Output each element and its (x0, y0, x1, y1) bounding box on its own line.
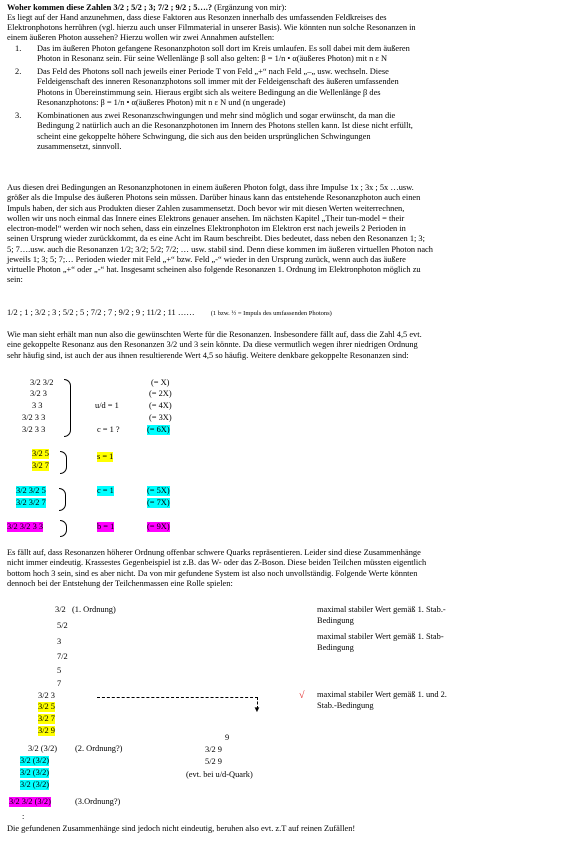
right-col-2: 3/2 9 (205, 745, 222, 754)
colon-mark: : (22, 812, 25, 821)
brace-3 (59, 488, 66, 511)
heading-note: (Ergänzung von mir): (214, 3, 287, 12)
series-note: (1 bzw. ½ = Impuls des umfassenden Photons) (210, 310, 332, 317)
tower-val-3: 7/2 (57, 652, 68, 661)
arrow-down-icon: ▼ (253, 705, 261, 714)
g1-label-ud: u/d = 1 (95, 401, 119, 410)
paragraph-coupled: Wie man sieht erhält man nun also die gewünschten Werte für die Resonanzen. Insbesondere fällt auf, dass die Zahl 4,5 evt. eine gekoppelte Resonanz aus den Resonanzen 3/2 und 3 sein könnte. Da diese vermutlich wegen ihrer niedrigen Ordnung sehr häufig sind, ist auch der aus ihnen resultierende Wert 4,5 so häufig. Weitere denkbare gekoppelte Resonanzen sind: (7, 330, 422, 360)
list-item-1: 1. Das im äußeren Photon gefangene Resonanzphoton soll dort im Kreis umlaufen. Es soll dabei mit dem äußeren Photon in Resonanz sein. Für seine Wellenlänge β soll also gelten: β = 1/n • α(äußeres Photon) mit n ε N (15, 44, 410, 64)
g2-label: s = 1 (97, 452, 114, 461)
stab2-line-1: maximal stabiler Wert gemäß 1. Stab- (317, 632, 444, 641)
tower-first: 3/2 (55, 605, 66, 614)
stab2-line-2: Bedingung (317, 643, 354, 652)
g4-label: b = 1 (97, 522, 115, 531)
pair-4: 3/2 9 (38, 726, 55, 735)
order2-label: (2. Ordnung?) (75, 744, 123, 753)
intro-heading-line (7, 3, 575, 13)
tower-val-5: 7 (57, 679, 62, 688)
trip-3: 3/2 (3/2) (20, 768, 50, 777)
g4-row: 3/2 3/2 3 3 (7, 522, 44, 531)
right-col-3: 5/2 9 (205, 757, 222, 766)
g4-eq: (= 9X) (147, 522, 170, 531)
g2-row-2: 3/2 7 (32, 461, 49, 470)
dashed-arrow (97, 697, 258, 698)
list-item-3: 3. Kombinationen aus zwei Resonanzschwingungen und mehr sind möglich und sogar erwünscht, da man die Bedingung 2 natürlich auch an die Resonanzphotonen im Innern des Photons stellen kann. Ist diese nicht erfüllt, scheint eine gekoppelte höhere Schwingung, die sich aus den beiden ursprünglichen Schwingungen zusammensetzt, sinnvoll. (15, 111, 413, 151)
g1-eq-3: (= 4X) (149, 401, 172, 410)
tower-val-2: 3 (57, 637, 62, 646)
g1-label-c: c = 1 ? (97, 425, 120, 434)
g1-row-4: 3/2 3 3 (22, 413, 46, 422)
g1-row-1: 3/2 3/2 (30, 378, 54, 387)
g1-eq-5: (= 6X) (147, 425, 170, 434)
stab3-line-1: maximal stabiler Wert gemäß 1. und 2. (317, 690, 447, 699)
trip-2: 3/2 (3/2) (20, 756, 50, 765)
g1-row-2: 3/2 3 (30, 389, 47, 398)
quad-row: 3/2 3/2 (3/2) (9, 797, 51, 806)
g1-row-5: 3/2 3 3 (22, 425, 46, 434)
list-item-2: 2. Das Feld des Photons soll nach jeweils einer Periode T von Feld „+“ nach Feld „–„ usw. wechseln. Diese Feldeigenschaft des inneren Resonanzphotons soll immer mit der Feldeigenschaft des äußeren umfassenden Photons in Übereinstimmung sein. Hieraus ergibt sich als weitere Bedingung an die Wellenlänge β des Resonanzphotons: β = 1/n • α(äußeres Photon) mit n ε N und (n ungerade) (15, 67, 399, 107)
order3-label: (3.Ordnung?) (75, 797, 121, 806)
brace-2 (60, 451, 67, 474)
intro-line-2: Elektronphotons herrühren (vgl. hierzu auch unser Filmmaterial in unserer Basis). Wie könnten nun solche Resonanzen in (7, 23, 416, 32)
final-statement: Die gefundenen Zusammenhänge sind jedoch nicht eindeutig, beruhen also evt. z.T auf reinen Zufällen! (7, 824, 356, 833)
g1-row-3: 3 3 (32, 401, 43, 410)
g3-row-1: 3/2 3/2 5 (16, 486, 46, 495)
stab3-line-2: Stab.-Bedingung (317, 701, 374, 710)
checkmark-icon: √ (299, 690, 305, 701)
g1-eq-2: (= 2X) (149, 389, 172, 398)
pair-3: 3/2 7 (38, 714, 55, 723)
g2-row-1: 3/2 5 (32, 449, 49, 458)
paragraph-impulse: Aus diesen drei Bedingungen an Resonanzphotonen in einem äußeren Photon folgt, dass ihre Impulse 1x ; 3x ; 5x …usw. größer als die Impulse des äußeren Photons sein müssen. Darüber hinaus kann das entstehende Resonanzphoton auch einen Impuls haben, der sich aus Produkten dieser Zahlen zusammensetzt. Doch bevor wir mit diesen Werten weiterrechnen, wollen wir uns noch einmal das Innere eines Elektrons genauer ansehen. Im nächsten Kapitel „Their tun-model = their electron-model“ werden wir noch sehen, dass ein einzelnes Elektronphoton im Elektron erst nach jeweils 2 Perioden in seinen Ursprung wieder zurückkommt, da es eine Acht im Raum beschreibt. Dies bedeutet, dass neben den Resonanzen 1; 3; 5; 7….usw. auch die Resonanzen 1/2; 3/2; 5/2; 7/2; … usw. stabil sind. Denn diese kommen im äußeren virtuellen Photon nach jeweils 1; 3; 5; 7;… Perioden wieder mit Feld „+“ bzw. Feld „-“ wieder in den Ursprung zurück, wenn auch das äußere virtuelle Photon „+“ oder „-“ hat. Insgesamt scheinen also folgende Resonanzen 1. Ordnung im Elektronphoton möglich zu sein: (7, 183, 433, 285)
heading-fractions: 3/2 ; 5/2 ; 3; 7/2 ; 9/2 ; 5….? (113, 3, 213, 12)
intro-line-1: Es liegt auf der Hand anzunehmen, dass diese Faktoren aus Resonzen innerhalb des umfassenden Feldkreises des (7, 13, 387, 22)
tower-val-4: 5 (57, 666, 62, 675)
stab1-line-1: maximal stabiler Wert gemäß 1. Stab.- (317, 605, 446, 614)
resonance-series: 1/2 ; 1 ; 3/2 ; 3 ; 5/2 ; 5 ; 7/2 ; 7 ; 9/2 ; 9 ; 11/2 ; 11 …… (1 bzw. ½ = Impuls des umfassenden Photons) (7, 308, 332, 317)
brace-1 (64, 379, 71, 437)
intro-line-3: einem äußeren Photon aussehen? Hierzu wollen wir zwei Annahmen aufstellen: (7, 33, 275, 42)
paragraph-quarks: Es fällt auf, dass Resonanzen höherer Ordnung offenbar schwere Quarks repräsentieren. Leider sind diese Zusammenhänge nicht immer eindeutig. Krassestes Gegenbeispiel ist z.B. das W- oder das Z-Boson. Diese beiden Teilchen müssten eigentlich bottom hoch 3 sein, sind es aber nicht. Da von mir gefundene System ist also noch unvollständig. Folgende Werte könnten dennoch bei der Entstehung der Teilchenmassen eine Rolle spielen: (7, 548, 427, 588)
pair-1: 3/2 3 (38, 691, 55, 700)
right-col-1: 9 (225, 733, 230, 742)
g1-eq-1: (= X) (151, 378, 170, 387)
heading: Woher kommen diese Zahlen (7, 3, 112, 12)
g3-eq-2: (= 7X) (147, 498, 170, 507)
right-note: (evt. bei u/d-Quark) (186, 770, 253, 779)
g3-row-2: 3/2 3/2 7 (16, 498, 46, 507)
trip-1: 3/2 (3/2) (28, 744, 58, 753)
brace-4 (60, 520, 67, 537)
g1-eq-4: (= 3X) (149, 413, 172, 422)
stab1-line-2: Bedingung (317, 616, 354, 625)
tower-val-1: 5/2 (57, 621, 68, 630)
trip-4: 3/2 (3/2) (20, 780, 50, 789)
g3-eq-1: (= 5X) (147, 486, 170, 495)
pair-2: 3/2 5 (38, 702, 55, 711)
order1-label: (1. Ordnung) (72, 605, 116, 614)
g3-label: c = 1 (97, 486, 114, 495)
